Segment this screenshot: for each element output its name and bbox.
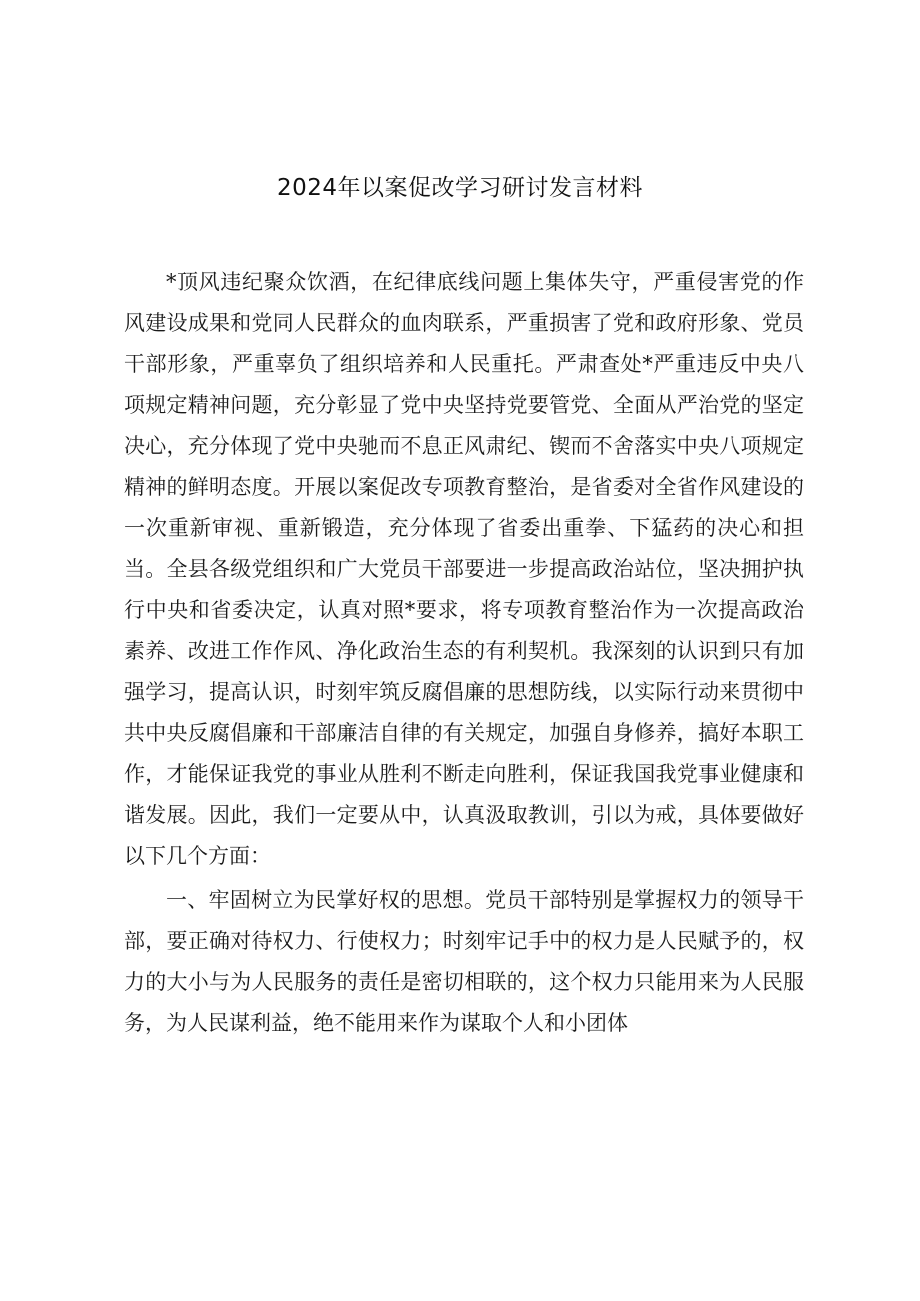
paragraph-section-one: 一、牢固树立为民掌好权的思想。党员干部特别是掌握权力的领导干部，要正确对待权力、行使权力；时刻牢记手中的权力是人民赋予的，权力的大小与为人民服务的责任是密切相联的，这个权力只能用来为人民服务，为人民谋利益，绝不能用来作为谋取个人和小团体 xyxy=(124,888,804,1035)
document-body xyxy=(124,262,804,1044)
document-title: 2024年以案促改学习研讨发言材料 xyxy=(276,175,644,201)
paragraph-intro: *顶风违纪聚众饮酒，在纪律底线问题上集体失守，严重侵害党的作风建设成果和党同人民群众的血肉联系，严重损害了党和政府形象、党员干部形象，严重辜负了组织培养和人民重托。严肃查处*严重违反中央八项规定精神问题，充分彰显了党中央坚持党要管党、全面从严治党的坚定决心，充分体现了党中央驰而不息正风肃纪、锲而不舍落实中央八项规定精神的鲜明态度。开展以案促改专项教育整治，是省委对全省作风建设的一次重新审视、重新锻造，充分体现了省委出重拳、下猛药的决心和担当。全县各级党组织和广大党员干部要进一步提高政治站位，坚决拥护执行中央和省委决定，认真对照*要求，将专项教育整治作为一次提高政治素养、改进工作作风、净化政治生态的有利契机。我深刻的认识到只有加强学习，提高认识，时刻牢筑反腐倡廉的思想防线，以实际行动来贯彻中共中央反腐倡廉和干部廉洁自律的有关规定，加强自身修养，搞好本职工作，才能保证我党的事业从胜利不断走向胜利，保证我国我党事业健康和谐发展。因此，我们一定要从中，认真汲取教训，引以为戒，具体要做好以下几个方面： xyxy=(124,270,804,868)
